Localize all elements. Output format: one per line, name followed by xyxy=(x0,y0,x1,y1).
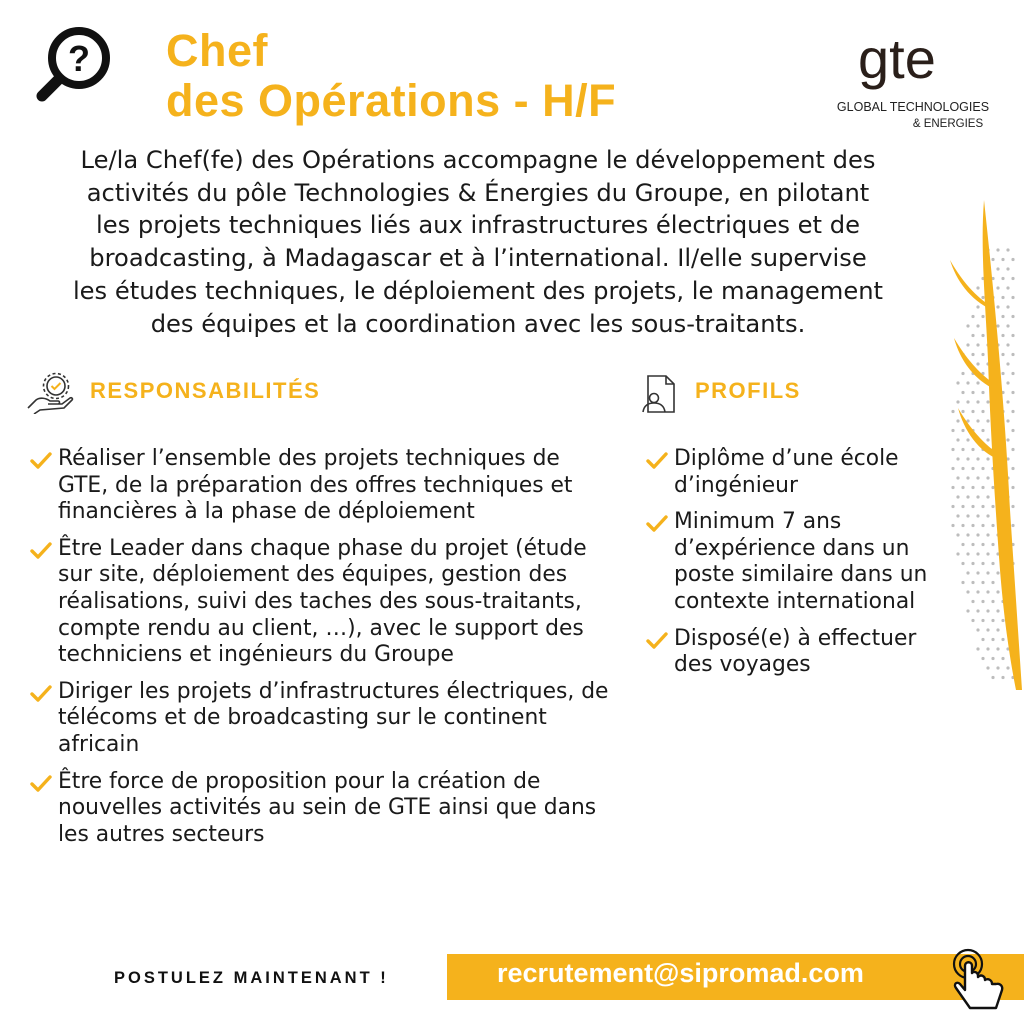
responsabilites-heading: RESPONSABILITÉS xyxy=(90,378,321,403)
apply-now-label: POSTULEZ MAINTENANT ! xyxy=(114,969,389,987)
decor-dot xyxy=(1011,524,1014,527)
decor-dot xyxy=(976,400,979,403)
decor-dot xyxy=(966,324,969,327)
decor-dot xyxy=(991,638,994,641)
list-item-text: Être Leader dans chaque phase du projet (étude sur site, déploiement des équipes, gestion des réalisations, suivi des taches des sous-traitants, compte rendu au client, …), avec le support des techniciens et ingénieurs du Groupe xyxy=(58,535,587,668)
check-icon xyxy=(646,452,668,470)
decor-dot xyxy=(956,419,959,422)
decor-dot xyxy=(976,362,979,365)
decor-dot xyxy=(956,400,959,403)
decor-dot xyxy=(951,524,954,527)
intro-line: Le/la Chef(fe) des Opérations accompagne le développement des xyxy=(80,146,876,174)
decor-dot xyxy=(981,543,984,546)
decor-dot xyxy=(971,391,974,394)
decor-dot xyxy=(981,315,984,318)
decor-dot xyxy=(971,543,974,546)
decor-dot xyxy=(996,248,999,251)
decor-dot xyxy=(956,438,959,441)
decor-dot xyxy=(981,657,984,660)
logo-mark-text: gte xyxy=(858,34,936,90)
decor-dot xyxy=(996,609,999,612)
decor-dot xyxy=(996,324,999,327)
decor-dot xyxy=(951,410,954,413)
decor-dot xyxy=(986,419,989,422)
decor-dot xyxy=(966,495,969,498)
decor-dot xyxy=(1011,277,1014,280)
decor-dot xyxy=(991,258,994,261)
decor-dot xyxy=(1011,258,1014,261)
decor-dot xyxy=(971,581,974,584)
decor-dot xyxy=(961,524,964,527)
decor-dot xyxy=(991,600,994,603)
decor-dot xyxy=(1006,343,1009,346)
decor-dot xyxy=(961,562,964,565)
decor-dot xyxy=(1001,296,1004,299)
list-item xyxy=(646,446,946,499)
decor-dot xyxy=(1011,391,1014,394)
decor-dot xyxy=(976,552,979,555)
decor-dot xyxy=(986,400,989,403)
decor-dot xyxy=(956,495,959,498)
decor-dot xyxy=(981,486,984,489)
decor-dot xyxy=(981,410,984,413)
decor-dot xyxy=(1006,248,1009,251)
decor-dot xyxy=(951,429,954,432)
decor-dot xyxy=(966,571,969,574)
decor-dot xyxy=(1001,277,1004,280)
decor-dot xyxy=(976,343,979,346)
decor-dot xyxy=(991,676,994,679)
decor-dot xyxy=(966,381,969,384)
check-icon xyxy=(30,775,52,793)
decor-dot xyxy=(966,400,969,403)
decor-dot xyxy=(1006,400,1009,403)
check-icon xyxy=(646,515,668,533)
title-line-2: des Opérations - H/F xyxy=(166,75,617,126)
decor-dot xyxy=(1006,286,1009,289)
decor-dot xyxy=(956,552,959,555)
list-item-text: Réaliser l’ensemble des projets techniques de GTE, de la préparation des offres techniques et financières à la phase de déploiement xyxy=(58,446,573,525)
logo-line-2: & ENERGIES xyxy=(912,118,984,130)
list-item xyxy=(646,509,946,615)
decor-dot xyxy=(1001,372,1004,375)
decor-dot xyxy=(971,410,974,413)
decor-dot xyxy=(961,448,964,451)
decor-dot xyxy=(991,486,994,489)
decor-dot xyxy=(966,343,969,346)
hand-pointer-icon xyxy=(948,946,1008,1014)
decor-dot xyxy=(1006,381,1009,384)
decor-dot xyxy=(986,514,989,517)
decor-dot xyxy=(1001,619,1004,622)
decor-dot xyxy=(981,296,984,299)
decor-dot xyxy=(1006,305,1009,308)
decor-dot xyxy=(981,391,984,394)
decor-dot xyxy=(976,305,979,308)
decor-dot xyxy=(966,476,969,479)
decor-dot xyxy=(1006,362,1009,365)
list-item-text: Disposé(e) à effectuer des voyages xyxy=(674,625,917,678)
decor-dot xyxy=(971,448,974,451)
decor-dot xyxy=(971,505,974,508)
decor-dot xyxy=(986,609,989,612)
decor-dot xyxy=(971,619,974,622)
decor-dot xyxy=(986,438,989,441)
decor-dot xyxy=(976,381,979,384)
decor-dot xyxy=(966,590,969,593)
decor-dot xyxy=(991,657,994,660)
decor-dot xyxy=(966,609,969,612)
decor-dot xyxy=(966,457,969,460)
decor-dot xyxy=(966,533,969,536)
decor-dot xyxy=(981,334,984,337)
decor-dot xyxy=(951,486,954,489)
decor-dot xyxy=(991,524,994,527)
decor-dot xyxy=(996,590,999,593)
decor-dot xyxy=(1011,486,1014,489)
decor-dot xyxy=(966,438,969,441)
decor-dot xyxy=(971,315,974,318)
decor-dot xyxy=(1001,676,1004,679)
decor-dot xyxy=(1001,353,1004,356)
decor-dot xyxy=(976,647,979,650)
decor-dot xyxy=(971,600,974,603)
intro-line: des équipes et la coordination avec les sous-traitants. xyxy=(150,309,806,338)
decor-dot xyxy=(996,571,999,574)
decor-dot xyxy=(971,334,974,337)
decor-dot xyxy=(961,581,964,584)
decor-dot xyxy=(986,495,989,498)
list-item xyxy=(30,536,610,669)
intro-line: les études techniques, le déploiement des projets, le management xyxy=(72,276,884,305)
decor-dot xyxy=(961,372,964,375)
decor-dot xyxy=(1001,657,1004,660)
decor-dot xyxy=(986,571,989,574)
decor-dot xyxy=(986,590,989,593)
profils-list xyxy=(646,446,946,689)
list-item xyxy=(30,769,610,849)
email-link[interactable]: recrutement@sipromad.com xyxy=(497,958,864,988)
decor-dot xyxy=(961,410,964,413)
decor-dot xyxy=(961,505,964,508)
list-item-text: Diriger les projets d’infrastructures électriques, de télécoms et de broadcasting sur le continent africain xyxy=(58,678,609,757)
decor-dot xyxy=(1011,410,1014,413)
decor-dot xyxy=(986,552,989,555)
decor-dot xyxy=(1011,429,1014,432)
decor-dot xyxy=(981,467,984,470)
decor-dot xyxy=(961,543,964,546)
search-question-icon xyxy=(34,22,116,104)
decor-dot xyxy=(971,486,974,489)
decor-dot xyxy=(1011,505,1014,508)
decor-dot xyxy=(1011,372,1014,375)
intro-line: les projets techniques liés aux infrastructures électriques et de xyxy=(96,211,860,240)
decor-dot xyxy=(986,628,989,631)
decor-dot xyxy=(986,476,989,479)
decor-dot xyxy=(1001,315,1004,318)
svg-text:?: ? xyxy=(68,38,90,79)
check-icon xyxy=(30,452,52,470)
decor-dot xyxy=(961,429,964,432)
decor-dot xyxy=(991,562,994,565)
check-icon xyxy=(30,542,52,560)
decor-dot xyxy=(951,505,954,508)
decor-dot xyxy=(1001,638,1004,641)
check-icon xyxy=(30,685,52,703)
intro-line: broadcasting, à Madagascar et à l’international. Il/elle supervise xyxy=(89,244,867,273)
profils-heading: PROFILS xyxy=(695,378,801,403)
decor-dot xyxy=(1011,353,1014,356)
decor-dot xyxy=(961,467,964,470)
decor-dot xyxy=(991,505,994,508)
decor-dot xyxy=(986,647,989,650)
decor-dot xyxy=(981,429,984,432)
decor-dot xyxy=(966,514,969,517)
decor-dot xyxy=(1006,267,1009,270)
decor-dot xyxy=(976,457,979,460)
decor-dot xyxy=(996,286,999,289)
decor-dot xyxy=(951,467,954,470)
decor-dot xyxy=(981,562,984,565)
decor-dot xyxy=(1011,467,1014,470)
decor-dot xyxy=(961,391,964,394)
decor-dot xyxy=(986,533,989,536)
decor-dot xyxy=(1011,315,1014,318)
page-title xyxy=(166,26,616,126)
decor-dot xyxy=(976,628,979,631)
title-line-1: Chef xyxy=(166,25,268,76)
logo-mark xyxy=(858,34,968,92)
decor-dot xyxy=(981,600,984,603)
decor-dot xyxy=(971,562,974,565)
decor-dot xyxy=(976,514,979,517)
decor-dot xyxy=(976,419,979,422)
logo-line-1: GLOBAL TECHNOLOGIES xyxy=(836,100,990,114)
decor-dot xyxy=(956,457,959,460)
decor-dot xyxy=(956,533,959,536)
decor-dot xyxy=(996,628,999,631)
gear-hand-icon xyxy=(26,370,74,414)
decor-dot xyxy=(1006,324,1009,327)
intro-line: activités du pôle Technologies & Énergies du Groupe, en pilotant xyxy=(86,178,870,207)
decor-dot xyxy=(986,666,989,669)
decor-dot xyxy=(1006,419,1009,422)
decor-dot xyxy=(956,514,959,517)
decor-dot xyxy=(976,286,979,289)
intro-paragraph xyxy=(28,144,928,340)
decor-dot xyxy=(976,324,979,327)
profile-document-icon xyxy=(640,374,678,414)
email-bar[interactable] xyxy=(447,954,1024,1000)
decor-dot xyxy=(981,524,984,527)
decor-dot xyxy=(991,543,994,546)
check-icon xyxy=(646,632,668,650)
decor-dot xyxy=(976,495,979,498)
decor-dot xyxy=(981,353,984,356)
decor-dot xyxy=(971,467,974,470)
decor-dot xyxy=(996,647,999,650)
decor-dot xyxy=(1011,448,1014,451)
list-item-text: Minimum 7 ans d’expérience dans un poste similaire dans un contexte international xyxy=(674,509,928,614)
decor-dot xyxy=(956,381,959,384)
decor-dot xyxy=(986,457,989,460)
list-item xyxy=(30,679,610,759)
decor-dot xyxy=(981,581,984,584)
responsabilites-list xyxy=(30,446,610,858)
decor-dot xyxy=(976,476,979,479)
decor-dot xyxy=(991,619,994,622)
decor-dot xyxy=(991,581,994,584)
decor-dot xyxy=(981,619,984,622)
decor-dot xyxy=(1006,438,1009,441)
decor-dot xyxy=(1006,666,1009,669)
decor-dot xyxy=(976,590,979,593)
decor-dot xyxy=(966,552,969,555)
decor-dot xyxy=(976,609,979,612)
decor-dot xyxy=(996,305,999,308)
decor-dot xyxy=(971,524,974,527)
list-item xyxy=(646,626,946,679)
decor-dot xyxy=(956,476,959,479)
decor-dot xyxy=(1001,334,1004,337)
list-item xyxy=(30,446,610,526)
decor-dot xyxy=(951,448,954,451)
decor-dot xyxy=(996,666,999,669)
list-item-text: Diplôme d’une école d’ingénieur xyxy=(674,446,899,498)
decor-dot xyxy=(996,267,999,270)
decor-dot xyxy=(1011,334,1014,337)
decor-dot xyxy=(981,638,984,641)
list-item-text: Être force de proposition pour la création de nouvelles activités au sein de GTE ainsi que dans les autres secteurs xyxy=(58,768,597,847)
decor-dot xyxy=(1001,258,1004,261)
gte-logo xyxy=(818,34,1008,134)
decor-dot xyxy=(961,486,964,489)
decor-dot xyxy=(976,533,979,536)
decor-dot xyxy=(1011,296,1014,299)
decor-dot xyxy=(976,571,979,574)
decor-dot xyxy=(971,353,974,356)
decor-dot xyxy=(981,505,984,508)
